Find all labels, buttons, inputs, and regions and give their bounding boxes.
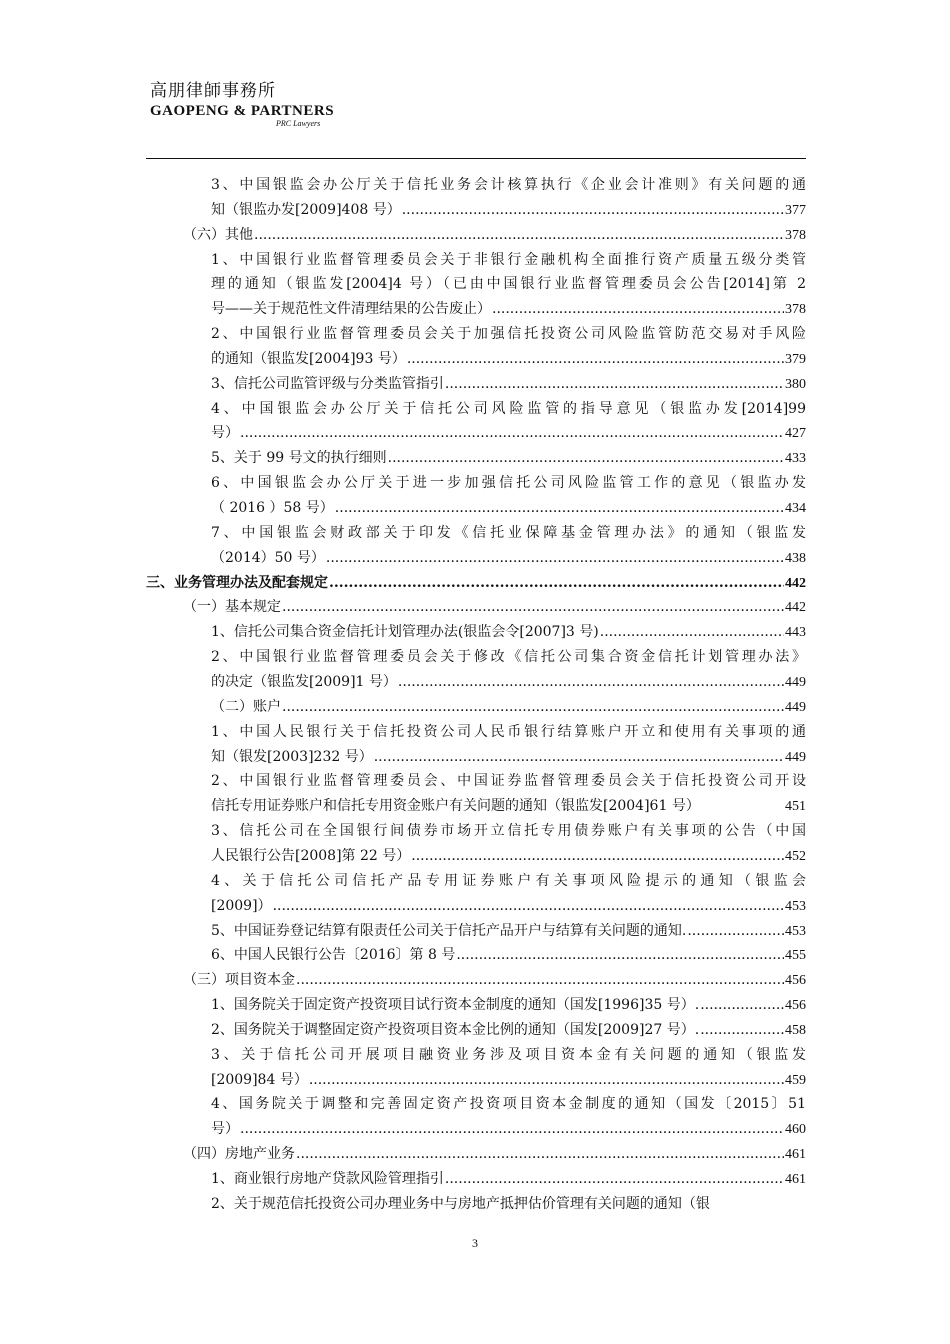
dot-leader — [273, 894, 784, 919]
toc-page-number: 449 — [785, 674, 806, 690]
toc-page-number: 461 — [785, 1147, 806, 1163]
toc-entry-text: （三）项目资本金 — [183, 972, 295, 989]
dot-leader — [240, 421, 784, 446]
toc-entry[interactable] — [211, 819, 806, 870]
toc-entry-text: 7、中国银监会财政部关于印发《信托业保障基金管理办法》的通知（银监发 — [211, 524, 806, 541]
toc-entry-text: 3、信托公司在全国银行间债券市场开立信托专用债券账户有关事项的公告（中国 — [211, 823, 806, 840]
toc-page-number: 455 — [785, 948, 806, 964]
dot-leader — [398, 670, 784, 695]
toc-entry-text: 知（银监办发[2009]408 号） — [211, 201, 401, 218]
page-number: 3 — [472, 1236, 478, 1250]
toc-page-number: 443 — [785, 625, 806, 641]
dot-leader — [687, 919, 784, 944]
toc-entry[interactable] — [211, 397, 806, 448]
toc-entry-text: [2009]84 号） — [211, 1071, 308, 1088]
dot-leader — [407, 347, 784, 372]
dot-leader — [296, 968, 784, 993]
toc-entry-text: 2、国务院关于调整固定资产投资项目资本金比例的通知（国发[2009]27 号）. — [211, 1021, 700, 1038]
dot-leader — [309, 1068, 784, 1093]
dot-leader — [492, 297, 784, 322]
toc-entry-text: 4、中国银监会办公厅关于信托公司风险监管的指导意见（银监办发[2014]99 — [211, 400, 806, 417]
toc-page-number: 460 — [785, 1122, 806, 1138]
toc-entry-text: 5、关于 99 号文的执行细则 — [211, 450, 387, 467]
toc-entry-text: （四）房地产业务 — [183, 1146, 295, 1163]
toc-entry-text: 6、中国银监会办公厅关于进一步加强信托公司风险监管工作的意见（银监办发 — [211, 475, 806, 492]
dot-leader — [445, 372, 784, 397]
toc-page-number: 449 — [785, 749, 806, 765]
toc-page-number: 452 — [785, 848, 806, 864]
toc-entry-text: [2009]） — [211, 897, 272, 914]
toc-entry-text: 的通知（银监发[2004]93 号） — [211, 350, 406, 367]
toc-entry[interactable] — [183, 223, 806, 249]
toc-entry[interactable] — [211, 993, 806, 1019]
toc-entry[interactable] — [211, 521, 806, 572]
toc-page-number: 380 — [785, 376, 806, 392]
toc-entry-text: 人民银行公告[2008]第 22 号） — [211, 847, 411, 864]
toc-entry-text: 号——关于规范性文件清理结果的公告废止） — [211, 301, 491, 318]
toc-page-number: 458 — [785, 1022, 806, 1038]
toc-page-number: 449 — [785, 699, 806, 715]
toc-page-number: 433 — [785, 451, 806, 467]
toc-page-number: 453 — [785, 923, 806, 939]
toc-entry[interactable] — [211, 1167, 806, 1193]
toc-page-number: 451 — [785, 799, 806, 815]
toc-page-number: 438 — [785, 550, 806, 566]
toc-page-number: 453 — [785, 898, 806, 914]
toc-entry[interactable] — [211, 869, 806, 920]
toc-entry-text: 1、中国银行业监督管理委员会关于非银行金融机构全面推行资产质量五级分类管 — [211, 251, 806, 268]
toc-entry-text: 2、中国银行业监督管理委员会关于修改《信托公司集合资金信托计划管理办法》 — [211, 649, 806, 666]
dot-leader — [240, 1117, 784, 1142]
toc-entry-text: 1、国务院关于固定资产投资项目试行资本金制度的通知（国发[1996]35 号）. — [211, 997, 700, 1014]
toc-entry-text: （2014）50 号） — [211, 549, 325, 566]
toc-entry[interactable] — [211, 322, 806, 373]
dot-leader — [456, 943, 784, 968]
toc-entry-text: 1、中国人民银行关于信托投资公司人民币银行结算账户开立和使用有关事项的通 — [211, 723, 806, 740]
toc-entry-text: 1、商业银行房地产贷款风险管理指引 — [211, 1171, 444, 1187]
toc-entry[interactable] — [211, 372, 806, 398]
toc-entry-text: 三、业务管理办法及配套规定 — [146, 574, 328, 591]
dot-leader — [254, 223, 784, 248]
toc-entry-text: 3、中国银监会办公厅关于信托业务会计核算执行《企业会计准则》有关问题的通 — [211, 177, 806, 193]
dot-leader — [402, 198, 784, 223]
toc-entry-text: （ 2016 ）58 号） — [211, 500, 334, 517]
toc-entry-text: 6、中国人民银行公告〔2016〕第 8 号 — [211, 947, 456, 964]
toc-entry[interactable] — [211, 1043, 806, 1094]
dot-leader — [282, 695, 784, 720]
toc-page-number: 434 — [785, 501, 806, 517]
toc-page-number: 377 — [785, 202, 806, 218]
logo-subtitle: PRC Lawyers — [276, 119, 321, 128]
toc-page-number: 442 — [785, 575, 806, 591]
toc-entry-text: （二）账户 — [211, 698, 281, 715]
toc-entry[interactable] — [211, 943, 806, 969]
toc-entry-text: 5、中国证券登记结算有限责任公司关于信托产品开户与结算有关问题的通知. — [211, 922, 687, 939]
toc-entry[interactable] — [211, 1092, 806, 1143]
toc-entry-text: 2、中国银行业监督管理委员会关于加强信托投资公司风险监管防范交易对手风险 — [211, 326, 806, 343]
dot-leader — [388, 446, 784, 471]
toc-entry[interactable] — [211, 645, 806, 696]
toc-entry[interactable] — [183, 1142, 806, 1168]
dot-leader — [700, 1018, 784, 1043]
firm-logo — [150, 76, 334, 128]
toc-entry[interactable] — [146, 571, 806, 597]
dot-leader — [700, 993, 784, 1018]
toc-entry-text: 4、关于信托公司信托产品专用证券账户有关事项风险提示的通知（银监会 — [211, 872, 806, 889]
toc-entry[interactable] — [211, 471, 806, 522]
toc-entry[interactable] — [183, 595, 806, 621]
toc-entry-text: 理的通知（银监发[2004]4 号）（已由中国银行业监督管理委员会公告[2014]第 2 — [211, 276, 806, 293]
toc-page-number: 379 — [785, 351, 806, 367]
toc-page-number: 456 — [785, 973, 806, 989]
toc-entry[interactable] — [211, 620, 806, 646]
toc-entry[interactable] — [211, 173, 806, 224]
dot-leader — [282, 595, 784, 620]
toc-page-number: 427 — [785, 426, 806, 442]
toc-entry[interactable] — [211, 248, 806, 324]
toc-entry[interactable] — [211, 769, 806, 820]
toc-page-number: 461 — [785, 1172, 806, 1187]
dot-leader — [411, 844, 784, 869]
toc-entry[interactable] — [211, 1018, 806, 1044]
dot-leader — [335, 496, 784, 521]
toc-entry[interactable] — [183, 968, 806, 994]
logo-english-name: GAOPENG & PARTNERS — [150, 103, 335, 119]
toc-entry-text: 4、国务院关于调整和完善固定资产投资项目资本金制度的通知（国发〔2015〕51 — [211, 1096, 806, 1113]
toc-entry[interactable] — [211, 919, 806, 945]
toc-entry-text: 知（银发[2003]232 号） — [211, 748, 373, 765]
toc-entry-text: 3、信托公司监管评级与分类监管指引 — [211, 375, 444, 392]
toc-entry-text: 信托专用证券账户和信托专用资金账户有关问题的通知（银监发[2004]61 号） — [211, 798, 700, 815]
toc-page-number: 378 — [785, 227, 806, 243]
toc-entry-text: 的决定（银监发[2009]1 号） — [211, 673, 397, 690]
toc-entry-text: 3、关于信托公司开展项目融资业务涉及项目资本金有关问题的通知（银监发 — [211, 1046, 806, 1063]
dot-leader — [445, 1167, 784, 1192]
toc-entry-text: （一）基本规定 — [183, 599, 281, 616]
toc-page-number: 459 — [785, 1072, 806, 1088]
dot-leader — [326, 546, 784, 571]
dot-leader — [600, 620, 784, 645]
dot-leader — [296, 1142, 784, 1167]
toc-page-number: 378 — [785, 302, 806, 318]
logo-chinese-name: 高朋律師事務所 — [150, 81, 276, 101]
toc-entry-text: 2、中国银行业监督管理委员会、中国证券监督管理委员会关于信托投资公司开设 — [211, 773, 806, 790]
header-divider — [146, 158, 806, 159]
toc-entry[interactable] — [211, 1192, 806, 1217]
toc-entry[interactable] — [211, 446, 806, 472]
toc-page-number: 442 — [785, 600, 806, 616]
toc-entry-text: 1、信托公司集合资金信托计划管理办法(银监会令[2007]3 号) — [211, 624, 599, 641]
toc-entry-text: 号） — [211, 1121, 239, 1138]
toc-entry[interactable] — [211, 720, 806, 771]
toc-entry[interactable] — [211, 695, 806, 721]
toc-entry-text: 2、关于规范信托投资公司办理业务中与房地产抵押估价管理有关问题的通知（银 — [211, 1195, 710, 1212]
dot-leader — [329, 571, 784, 596]
toc-entry-text: （六）其他 — [183, 226, 253, 243]
toc-page-number: 456 — [785, 998, 806, 1014]
toc-entry-text: 号） — [211, 425, 239, 442]
dot-leader — [374, 745, 784, 770]
